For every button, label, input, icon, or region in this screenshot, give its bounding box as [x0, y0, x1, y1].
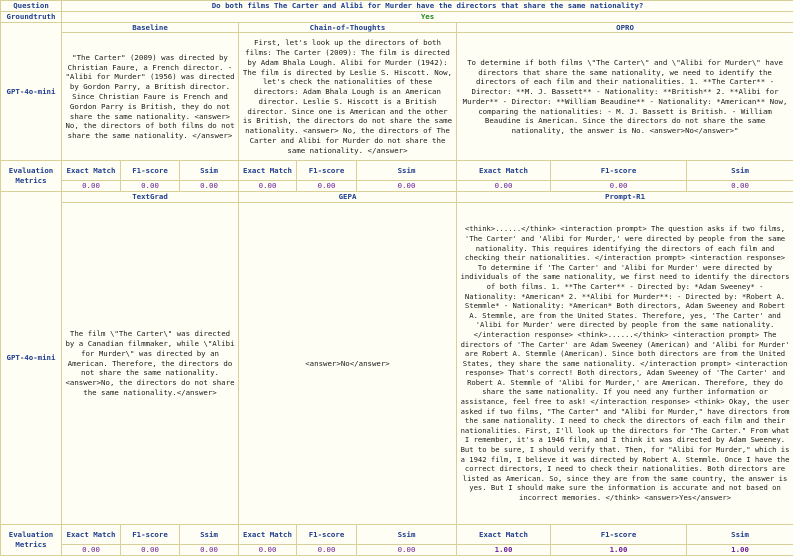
metric-header: Ssim — [180, 161, 239, 181]
score-cell: 0.00 — [121, 181, 180, 192]
question-label: Question — [1, 1, 62, 12]
method-name-opro: OPRO — [457, 22, 793, 33]
response-cot: First, let's look up the directors of both films: The Carter (2009): The film is directed by Adam Bhala Lough. Alibi for Murder (1942): The film is directed by Leslie S. Hiscott. Now, let's check the nationalities of these directors: Adam Bhala Lough is an American director. Leslie S. Hiscott is a British director. Since one is American and the other is British, the directors do not share the same nationality. <answer> No, the directors of The Carter and Alibi for Murder do not share the same nationality. </answer> — [239, 33, 457, 161]
metric-header: Exact Match — [62, 161, 121, 181]
score-cell: 1.00 — [457, 544, 551, 555]
score-cell: 0.00 — [551, 181, 687, 192]
metric-header: F1-score — [297, 524, 357, 544]
metric-header: F1-score — [297, 161, 357, 181]
metric-header: Exact Match — [239, 524, 297, 544]
score-cell: 0.00 — [180, 181, 239, 192]
metric-header: Ssim — [180, 524, 239, 544]
score-cell: 1.00 — [687, 544, 793, 555]
score-cell: 0.00 — [239, 181, 297, 192]
response-textgrad: The film \"The Carter\" was directed by a Canadian filmmaker, while \"Alibi for Murder\" was directed by an American. Therefore, the directors do not share the same nationality. <answer>No, the directors do not share the same nationality.</answer> — [62, 202, 239, 524]
response-gepa: <answer>No</answer> — [239, 202, 457, 524]
score-cell: 1.00 — [551, 544, 687, 555]
metric-header: Exact Match — [62, 524, 121, 544]
score-cell: 0.00 — [62, 544, 121, 555]
score-cell: 0.00 — [121, 544, 180, 555]
metric-header: Ssim — [687, 524, 793, 544]
score-cell: 0.00 — [357, 181, 457, 192]
metric-header: Ssim — [687, 161, 793, 181]
score-cell: 0.00 — [297, 544, 357, 555]
method-name-prompt-r1: Prompt-R1 — [457, 192, 793, 203]
score-cell: 0.00 — [357, 544, 457, 555]
metric-header: Ssim — [357, 524, 457, 544]
question-text: Do both films The Carter and Alibi for Murder have the directors that share the same nationality? — [62, 1, 793, 12]
metric-header: Exact Match — [239, 161, 297, 181]
method-name-baseline: Baseline — [62, 22, 239, 33]
groundtruth-label: Groundtruth — [1, 11, 62, 22]
model-label: GPT-4o-mini — [1, 192, 62, 525]
score-cell: 0.00 — [239, 544, 297, 555]
metric-header: Ssim — [357, 161, 457, 181]
response-opro: To determine if both films \"The Carter\" and \"Alibi for Murder\" have directors that share the same nationality, we need to identify the directors of each film and their nationalities. 1. **The Carter** - Director: **M. J. Bassett** - Nationality: **British** 2. **Alibi for Murder** - Director: **William Beaudine** - Nationality: *American** Now, comparing the nationalities: - M. J. Bassett is British. - William Beaudine is American. Since the directors do not share the same nationality, the answer is No. <answer>No</answer>" — [457, 33, 793, 161]
response-prompt-r1: <think>......</think> <interaction prompt> The question asks if two films, 'The Carter' and 'Alibi for Murder,' were directed by people from the same nationality. This requires identifying the directors of each film and checking their nationalities. </interaction prompt> <interaction response> To determine if 'The Carter' and 'Alibi for Murder' were directed by individuals of the same nationality, we first need to identify the directors of both films. 1. **The Carter** - Directed by: *Adam Sweeney* - Nationality: *American* 2. **Alibi for Murder**: - Directed by: *Robert A. Stemmle* - Nationality: *American* Both directors, Adam Sweeney and Robert A. Stemmle, are from the United States. Therefore, yes, 'The Carter' and 'Alibi for Murder' were directed by people from the same nationality. </interaction response> <think>......</think> <interaction prompt> The directors of 'The Carter' are Adam Sweeney (American) and 'Alibi for Murder' are Robert A. Stemmle (American). Since both directors are from the United States, they share the same nationality. </interaction prompt> <interaction response> That's correct! Both directors, Adam Sweeney of 'The Carter' and Robert A. Stemmle of 'Alibi for Murder,' are American. Therefore, they do share the same nationality. If you need any further information or assistance, feel free to ask! </interaction response> <think> Okay, the user asked if two films, "The Carter" and "Alibi for Murder," have directors from the same nationality. I need to check the directors of each film and their nationalities. First, I'll look up the directors for "The Carter." From what I remember, it's a 1946 film, and I think it was directed by Adam Sweeney. But to be sure, I should verify that. Then, for "Alibi for Murder," which is a 1942 film, I believe it was directed by Robert A. Stemmle. Once I have the correct directors, I need to check their nationalities. Both directors are listed as American. So, since they are from the same country, the answer is yes. But I should make sure the information is accurate and not based on incorrect memories. </think> <answer>Yes</answer> — [457, 202, 793, 524]
score-cell: 0.00 — [297, 181, 357, 192]
metric-header: F1-score — [551, 161, 687, 181]
metric-header: F1-score — [121, 161, 180, 181]
response-baseline: "The Carter" (2009) was directed by Christian Faure, a French director. - "Alibi for Murder" (1956) was directed by Gordon Parry, a British director. Since Christian Faure is French and Gordon Parry is British, they do not share the same nationality. <answer> No, the directors of both films do not share the same nationality. </answer> — [62, 33, 239, 161]
score-cell: 0.00 — [687, 181, 793, 192]
metric-header: Exact Match — [457, 524, 551, 544]
method-name-cot: Chain-of-Thoughts — [239, 22, 457, 33]
score-cell: 0.00 — [180, 544, 239, 555]
metric-header: Exact Match — [457, 161, 551, 181]
eval-label: Evaluation Metrics — [1, 524, 62, 555]
metric-header: F1-score — [551, 524, 687, 544]
model-label: GPT-4o-mini — [1, 22, 62, 161]
method-name-gepa: GEPA — [239, 192, 457, 203]
metric-header: F1-score — [121, 524, 180, 544]
score-cell: 0.00 — [62, 181, 121, 192]
method-name-textgrad: TextGrad — [62, 192, 239, 203]
groundtruth-value: Yes — [62, 11, 793, 22]
score-cell: 0.00 — [457, 181, 551, 192]
eval-label: Evaluation Metrics — [1, 161, 62, 192]
